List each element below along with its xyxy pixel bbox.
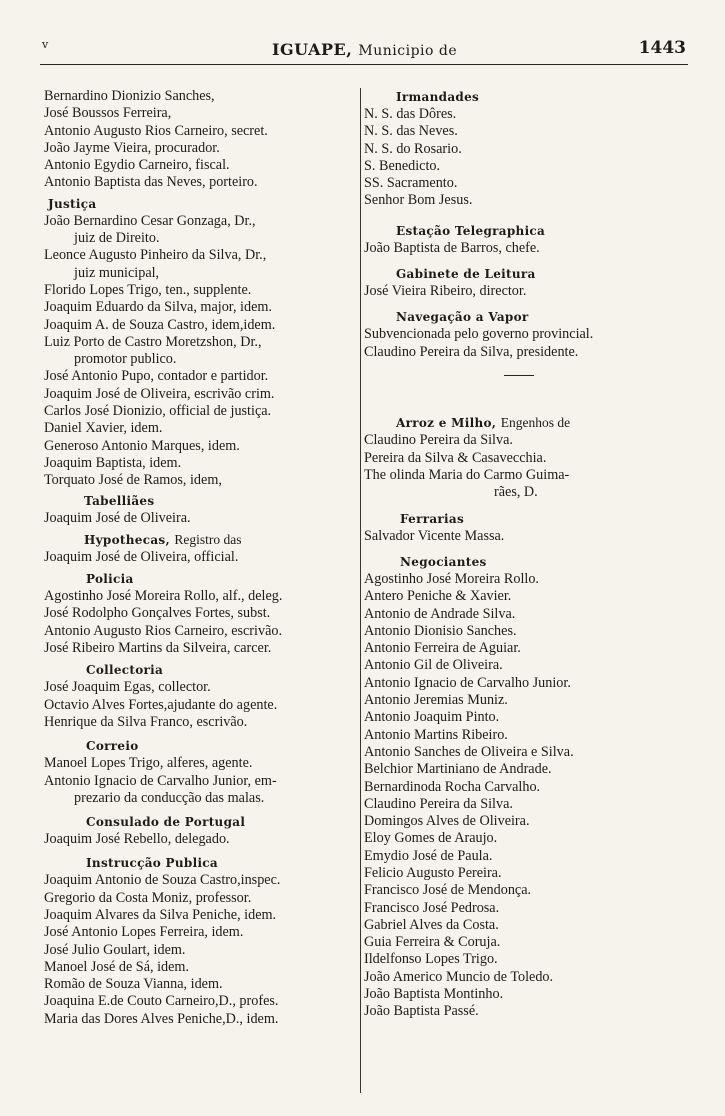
list-item: Henrique da Silva Franco, escrivão. xyxy=(44,713,248,730)
list-item: N. S. do Rosario. xyxy=(364,140,462,157)
list-item: Antonio Jeremias Muniz. xyxy=(364,692,508,709)
justica-list xyxy=(44,213,360,490)
list-item: Gregorio da Costa Moniz, professor. xyxy=(44,889,252,906)
list-item: João Baptista Montinho. xyxy=(364,986,504,1003)
list-item: Antonio Augusto Rios Carneiro, escrivão. xyxy=(44,622,283,639)
hypothecas-title: Hypothecas, xyxy=(84,532,170,547)
header-mark: v xyxy=(42,38,49,51)
list-item: Gabriel Alves da Costa. xyxy=(364,916,499,933)
list-item: Senhor Bom Jesus. xyxy=(364,192,473,209)
section-heading-gabinete: Gabinete de Leitura xyxy=(396,267,536,282)
intro-list xyxy=(44,88,360,192)
list-item: Francisco José de Mendonça. xyxy=(364,882,532,899)
list-item: Joaquim Baptista, idem. xyxy=(44,454,182,471)
section-heading-arroz xyxy=(364,414,704,432)
list-item: Joaquim Eduardo da Silva, major, idem. xyxy=(44,299,272,316)
city-name: IGUAPE, xyxy=(272,40,353,59)
list-item: Antonio Joaquim Pinto. xyxy=(364,709,500,726)
list-item: Leonce Augusto Pinheiro da Silva, Dr., xyxy=(44,247,267,264)
list-item: Joaquim Alvares da Silva Peniche, idem. xyxy=(44,906,277,923)
list-item: José Ribeiro Martins da Silveira, carcer. xyxy=(44,640,272,657)
list-item: Antonio Ignacio de Carvalho Junior, em- xyxy=(44,772,277,789)
list-item: Joaquim José de Oliveira. xyxy=(44,509,191,526)
section-heading-correio: Correio xyxy=(86,739,139,754)
list-item: Domingos Alves de Oliveira. xyxy=(364,813,530,830)
section-heading-instruccao: Instrucção Publica xyxy=(86,856,218,871)
municipio-label: Municipio de xyxy=(358,43,458,59)
list-item: Subvencionada pelo governo provincial. xyxy=(364,326,594,343)
list-item: Romão de Souza Vianna, idem. xyxy=(44,976,223,993)
list-item: Antonio Dionisio Sanches. xyxy=(364,622,517,639)
list-item: juiz municipal, xyxy=(74,264,160,281)
list-item: N. S. das Neves. xyxy=(364,123,458,140)
list-item: José Antonio Lopes Ferreira, idem. xyxy=(44,924,244,941)
page-header xyxy=(40,34,688,65)
list-item: Joaquim A. de Souza Castro, idem,idem. xyxy=(44,316,276,333)
column-divider xyxy=(360,88,361,1093)
section-heading-navegacao: Navegação a Vapor xyxy=(396,310,529,325)
list-item: promotor publico. xyxy=(74,351,177,368)
list-item: José Joaquim Egas, collector. xyxy=(44,679,211,696)
list-item: Bernardino Dionizio Sanches, xyxy=(44,88,215,104)
left-column xyxy=(44,88,360,1088)
list-item: Emydio José de Paula. xyxy=(364,847,493,864)
list-item: Pereira da Silva & Casavecchia. xyxy=(364,449,547,466)
list-item: Bernardinoda Rocha Carvalho. xyxy=(364,778,541,795)
section-heading-justica: Justiça xyxy=(48,196,97,211)
list-item: Salvador Vicente Massa. xyxy=(364,527,505,544)
list-item: José Vieira Ribeiro, director. xyxy=(364,283,527,300)
list-item: José Rodolpho Gonçalves Fortes, subst. xyxy=(44,605,271,622)
list-item: S. Benedicto. xyxy=(364,157,441,174)
list-item: Ildelfonso Lopes Trigo. xyxy=(364,951,498,968)
list-item: Antonio Sanches de Oliveira e Silva. xyxy=(364,743,574,760)
list-item: Antonio Egydio Carneiro, fiscal. xyxy=(44,157,230,174)
navegacao-list xyxy=(364,326,704,361)
list-item: Joaquim José de Oliveira, official. xyxy=(44,548,239,565)
arroz-title: Arroz e Milho, xyxy=(396,416,497,431)
list-item: João Baptista de Barros, chefe. xyxy=(364,239,540,256)
policia-list xyxy=(44,588,360,657)
list-item: Guia Ferreira & Coruja. xyxy=(364,934,501,951)
list-item: Generoso Antonio Marques, idem. xyxy=(44,437,240,454)
list-item: Joaquina E.de Couto Carneiro,D., profes. xyxy=(44,993,279,1010)
list-item: José Julio Goulart, idem. xyxy=(44,941,186,958)
list-item: The olinda Maria do Carmo Guima- xyxy=(364,467,570,484)
list-item: Daniel Xavier, idem. xyxy=(44,420,163,437)
instruccao-list xyxy=(44,872,360,1028)
running-title xyxy=(272,40,457,59)
list-item: N. S. das Dôres. xyxy=(364,106,457,122)
list-item: José Antonio Pupo, contador e partidor. xyxy=(44,368,269,385)
arroz-list xyxy=(364,432,704,501)
list-item: João Americo Muncio de Toledo. xyxy=(364,968,554,985)
list-item: Carlos José Dionizio, official de justiça. xyxy=(44,403,272,420)
page-number: 1443 xyxy=(638,38,686,58)
list-item: Torquato José de Ramos, idem, xyxy=(44,472,222,489)
list-item: João Baptista Passé. xyxy=(364,1003,479,1020)
list-item: Joaquim José de Oliveira, escrivão crim. xyxy=(44,385,275,402)
list-item: Claudino Pereira da Silva, presidente. xyxy=(364,343,579,360)
hypothecas-subtitle: Registro das xyxy=(174,531,242,547)
section-heading-tabelliaes: Tabelliães xyxy=(84,493,155,508)
list-item: Florido Lopes Trigo, ten., supplente. xyxy=(44,281,252,298)
list-item: Francisco José Pedrosa. xyxy=(364,899,500,916)
list-item: João Bernardino Cesar Gonzaga, Dr., xyxy=(44,212,256,229)
list-item: Antonio Gil de Oliveira. xyxy=(364,657,503,674)
list-item: Luiz Porto de Castro Moretzshon, Dr., xyxy=(44,333,262,350)
irmandades-list xyxy=(364,106,704,210)
list-item: Maria das Dores Alves Peniche,D., idem. xyxy=(44,1010,279,1027)
section-heading-ferrarias: Ferrarias xyxy=(400,511,465,526)
list-item: Claudino Pereira da Silva. xyxy=(364,432,513,449)
list-item: Manoel Lopes Trigo, alferes, agente. xyxy=(44,755,253,772)
list-item: Antonio Ferreira de Aguiar. xyxy=(364,640,521,657)
list-item: Antonio Baptista das Neves, porteiro. xyxy=(44,174,258,191)
list-item: Manoel José de Sá, idem. xyxy=(44,958,189,975)
list-item: Belchior Martiniano de Andrade. xyxy=(364,761,552,778)
collectoria-list xyxy=(44,679,360,731)
list-item: Eloy Gomes de Araujo. xyxy=(364,830,498,847)
right-column xyxy=(364,88,704,1021)
arroz-subtitle: Engenhos de xyxy=(500,415,571,431)
list-item: Agostinho José Moreira Rollo. xyxy=(364,570,539,587)
section-heading-negociantes: Negociantes xyxy=(400,554,487,569)
correio-list xyxy=(44,755,360,807)
list-item: juiz de Direito. xyxy=(74,230,160,247)
list-item: Antonio Martins Ribeiro. xyxy=(364,726,508,743)
list-item: Antero Peniche & Xavier. xyxy=(364,588,512,605)
list-item: prezario da conducção das malas. xyxy=(74,789,265,806)
list-item: Felicio Augusto Pereira. xyxy=(364,865,502,881)
section-heading-policia: Policia xyxy=(86,572,134,587)
section-heading-collectoria: Collectoria xyxy=(86,663,164,678)
list-item: rães, D. xyxy=(494,484,538,501)
list-item: Claudino Pereira da Silva. xyxy=(364,795,513,812)
section-heading-hypothecas xyxy=(44,531,360,549)
section-heading-telegraphica: Estação Telegraphica xyxy=(396,223,546,238)
list-item: José Boussos Ferreira, xyxy=(44,105,172,122)
section-heading-irmandades: Irmandades xyxy=(396,90,480,104)
negociantes-list xyxy=(364,571,704,1021)
list-item: João Jayme Vieira, procurador. xyxy=(44,139,220,156)
list-item: Octavio Alves Fortes,ajudante do agente. xyxy=(44,696,278,713)
list-item: SS. Sacramento. xyxy=(364,175,458,192)
list-item: Antonio de Andrade Silva. xyxy=(364,605,516,622)
section-heading-consulado: Consulado de Portugal xyxy=(86,815,246,830)
list-item: Antonio Augusto Rios Carneiro, secret. xyxy=(44,122,268,139)
list-item: Antonio Ignacio de Carvalho Junior. xyxy=(364,674,571,691)
list-item: Joaquim José Rebello, delegado. xyxy=(44,831,230,848)
list-item: Agostinho José Moreira Rollo, alf., deleg. xyxy=(44,588,283,605)
list-item: Joaquim Antonio de Souza Castro,inspec. xyxy=(44,872,281,889)
